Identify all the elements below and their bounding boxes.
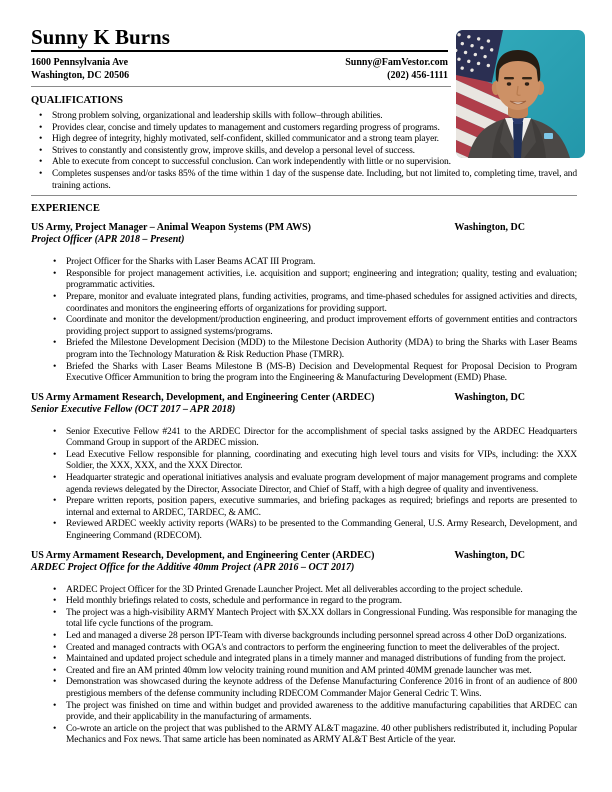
job-bullet: • Prepare written reports, position papers, executive summaries, and briefing packages as required; briefings and reports are presented to internal and external to ARDEC, TARDEC, & AMC. xyxy=(53,496,577,519)
job-title: US Army Armament Research, Development, and Engineering Center (ARDEC) xyxy=(31,391,375,403)
job-location: Washington, DC xyxy=(454,222,525,234)
job-header xyxy=(31,392,577,404)
job-bullet: • Responsible for project management activities, i.e. acquisition and support; engineering and integration; quality, testing and evaluation; programmatic activities. xyxy=(53,269,577,292)
job-bullet-list xyxy=(53,427,577,543)
job-bullet-list xyxy=(53,257,577,385)
job-bullet-list xyxy=(53,585,577,747)
job-entry-pm-aws xyxy=(31,222,577,385)
contact-details xyxy=(345,57,448,82)
profile-photo xyxy=(456,30,585,158)
job-entry-ardec-fellow xyxy=(31,392,577,543)
job-title: US Army Armament Research, Development, and Engineering Center (ARDEC) xyxy=(31,549,375,561)
qualification-item: • Completes suspenses and/or tasks 85% of the time within 1 day of the suspense date. Including, but not limited to, completing time, travel, and training actions. xyxy=(31,169,577,192)
qualification-item: • Strives to constantly and consistently grow, improve skills, and develop a personal level of success. xyxy=(31,146,577,158)
job-bullet: • Created and managed contracts with OGA's and contractors to perform the engineering function to meet the deliverables of the project. xyxy=(53,643,577,655)
job-bullet: • Coordinate and monitor the development/production engineering, and product improvement efforts of government entities and contractors providing project support to assigned systems/programs. xyxy=(53,315,577,338)
job-role: Senior Executive Fellow (OCT 2017 – APR 2018) xyxy=(31,403,236,415)
job-bullet: • Reviewed ARDEC weekly activity reports (WARs) to be presented to the Commanding General, U.S. Army Research, Development, and Engineering Command (RDECOM). xyxy=(53,519,577,542)
address-line-1: 1600 Pennsylvania Ave xyxy=(31,57,129,68)
qualification-item: • Able to execute from concept to successful conclusion. Can work independently with little or no supervision. xyxy=(31,157,577,169)
job-bullet: • Held monthly briefings related to costs, schedule and performance in regard to the program. xyxy=(53,596,577,608)
address-block xyxy=(31,57,129,82)
job-bullet: • Created and fire an AM printed 40mm low velocity training round munition and AM printed 40MM grenade launcher was met. xyxy=(53,666,577,678)
job-bullet: • Senior Executive Fellow #241 to the ARDEC Director for the accomplishment of special tasks assigned by the ARDEC Headquarters Command Group in support of the ARDEC mission. xyxy=(53,427,577,450)
qualification-item: • Provides clear, concise and timely updates to management and customers regarding progress of programs. xyxy=(31,123,577,135)
job-bullet: • Briefed the Sharks with Laser Beams Milestone B (MS-B) Decision and Developmental Request for Proposal Decision to Program Executive Officer Ammunition to bring the program into the Engineering & Manufacturing Development (EMD) Phase. xyxy=(53,362,577,385)
job-bullet: • Headquarter strategic and operational initiatives analysis and evaluate program development of major management programs and complete agenda reviews delegated by the Director, Associate Director, and Chief of Staff, with a high degree of quality and inventiveness. xyxy=(53,473,577,496)
address-line-2: Washington, DC 20506 xyxy=(31,69,130,81)
job-location: Washington, DC xyxy=(454,549,525,561)
job-bullet: • Led and managed a diverse 28 person IPT-Team with diverse backgrounds including personnel spread across 4 other DoD organizations. xyxy=(53,631,577,643)
section-divider xyxy=(31,195,577,196)
email-text: Sunny@FamVestor.com xyxy=(345,57,448,68)
job-role: ARDEC Project Office for the Additive 40mm Project (APR 2016 – OCT 2017) xyxy=(31,561,355,573)
job-bullet: • Co-wrote an article on the project that was published to the ARMY AL&T magazine. 40 other publishers redistributed it, including Popular Mechanics and Fox news. That same article has been nominated as ARMY AL&T Best Article of the year. xyxy=(53,724,577,747)
header-divider xyxy=(31,86,451,87)
job-entry-ardec-40mm xyxy=(31,550,577,747)
experience-heading: EXPERIENCE xyxy=(31,203,100,215)
qualifications-heading: QUALIFICATIONS xyxy=(31,95,123,106)
job-header xyxy=(31,550,577,562)
qualification-item: • Strong problem solving, organizational and leadership skills with follow–through abilities. xyxy=(31,111,577,123)
phone-text: (202) 456-1111 xyxy=(387,69,448,81)
job-bullet: • The project was a high-visibility ARMY Mantech Project with $X.XX dollars in Congressional Funding. Was responsible for managing the total life cycle functions of the program. xyxy=(53,608,577,631)
job-bullet: • Project Officer for the Sharks with Laser Beams ACAT III Program. xyxy=(53,257,577,269)
contact-block xyxy=(31,57,448,82)
job-title: US Army, Project Manager – Animal Weapon Systems (PM AWS) xyxy=(31,222,311,234)
profile-photo-illustration xyxy=(456,30,585,158)
job-bullet: • Demonstration was showcased during the keynote address of the Defense Manufacturing Conference 2016 in front of an audience of 800 prestigious members of the defense community including RDECOM Commander Major General Cedric T. Wins. xyxy=(53,677,577,700)
job-bullet: • Maintained and updated project schedule and integrated plans in a timely manner and managed distributions of funding from the project. xyxy=(53,654,577,666)
job-location: Washington, DC xyxy=(454,391,525,403)
job-bullet: • Lead Executive Fellow responsible for planning, coordinating and executing high level tours and visits for VIPs, including: the XXX Soldier, the XXX, XXX, and the XXX Director. xyxy=(53,450,577,473)
job-bullet: • Briefed the Milestone Development Decision (MDD) to the Milestone Decision Authority (MDA) to bring the Sharks with Laser Beams program into the Technology Maturation & Risk Reduction Phase (TMRR). xyxy=(53,338,577,361)
lapel-pin xyxy=(544,133,553,139)
qualification-item: • High degree of integrity, highly motivated, self-confident, skilled communicator and a strong team player. xyxy=(31,134,577,146)
job-bullet: • ARDEC Project Officer for the 3D Printed Grenade Launcher Project. Met all deliverables according to the project schedule. xyxy=(53,585,577,597)
person-name: Sunny K Burns xyxy=(31,27,448,52)
job-header xyxy=(31,222,577,234)
job-bullet: • The project was finished on time and within budget and provided awareness to the additive manufacturing capabilities that ARDEC can provide, and their applicability in the manufacturing of armaments. xyxy=(53,701,577,724)
job-bullet: • Prepare, monitor and evaluate integrated plans, funding activities, programs, and time-phased schedules for assigned activities and directs, coordinates and monitors the engineering efforts of organizations for providing support. xyxy=(53,292,577,315)
job-role: Project Officer (APR 2018 – Present) xyxy=(31,234,185,246)
